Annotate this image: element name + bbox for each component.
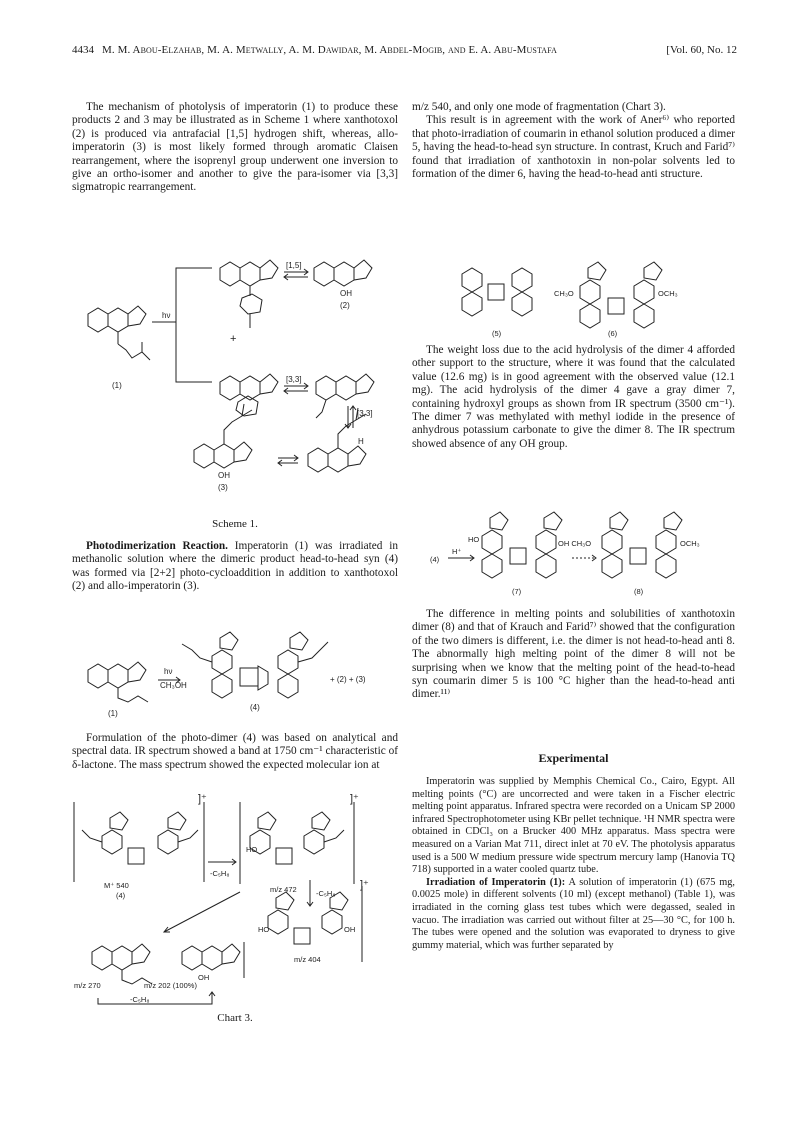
hydrolysis-paragraph: The weight loss due to the acid hydrolysis of the dimer 4 afforded other support to the structure, where it was found that the calculated value (12.6 mg) is in good agreement with the observed value (12.1 mg). The acid hydrolysis of the dimer 4 gave a gray dimer 7, containing hydroxyl groups as shown from IR spectrum (3500 cm⁻¹). The dimer 7 was methylated with methyl iodide in the presence of anhydrous potassium carbonate to give the dimer 8. The IR spectrum showed absence of any OH group.	[412, 344, 735, 450]
formulation-paragraph: Formulation of the photo-dimer (4) was based on analytical and spectral data. IR spectrum showed a band at 1750 cm⁻¹ characteristic of δ-lactone. The mass spectrum showed the expected molecular ion at	[72, 732, 398, 771]
irradiation-text: A solution of imperatorin (1) (675 mg, 0.0025 mole) in different solvents (10 ml) (except methanol) (Table 1), was irradiated in the corning glass test tubes which were degassed, sealed in vacuo. The irradiation was carried out without filter at 25—30 °C, for 100 h. The tubes were opened and the solution was evaporated to dryness to give gummy material, which was further separated by	[412, 876, 735, 951]
label-5: (5)	[492, 329, 502, 338]
label-4-hydrolysis: (4)	[430, 555, 440, 564]
h-label: H	[358, 437, 364, 446]
fragmentation-paragraph: m/z 540, and only one mode of fragmentation (Chart 3).	[412, 101, 666, 113]
oh-label-404: OH	[344, 925, 356, 934]
shift-15-label: [1,5]	[286, 261, 302, 270]
mz404-label: m/z 404	[294, 955, 321, 964]
running-header	[72, 44, 737, 60]
intermediate-lower	[220, 374, 278, 416]
oh-ch3o-label: OH CH₃O	[558, 539, 592, 548]
hv-label-2: hν	[164, 667, 173, 676]
label-7: (7)	[512, 587, 522, 596]
ho-label-404: HO	[258, 925, 270, 934]
radical-cation-2: ]⁺	[350, 793, 359, 805]
allo-imperatorin-structure	[194, 404, 252, 468]
page-number: 4434	[72, 44, 94, 56]
mz202-label: m/z 202 (100%)	[144, 981, 197, 990]
och3-label-8: OCH₃	[680, 539, 700, 548]
intermediate-upper	[220, 260, 278, 328]
scheme-caption: Scheme 1.	[212, 518, 258, 530]
label-1-b: (1)	[108, 709, 118, 718]
experimental-paragraph: Imperatorin was supplied by Memphis Chemical Co., Cairo, Egypt. All melting points (°C) are uncorrected and were taken in a Fischer electric melting point apparatus. Infrared spectra were recorded on a Unicam SP 2000 infrared Spectrophotometer using KBr pellet technique. ¹H NMR spectra were obtained in CDCl₃ on a Brucker 400 MHz apparatus. Mass spectra were measured on a Varian Mat 711, direct inlet at 70 eV. The photolysis apparatus used is a 500 W medium pressure wide spectrum mercury lamp (Hanovia TQ 718) supported in a water cooled quartz tube.	[412, 776, 735, 876]
scheme-1-figure	[72, 244, 398, 516]
radical-cation-1: ]⁺	[198, 793, 207, 805]
oh-label-3: OH	[218, 471, 230, 480]
right-para-4	[412, 608, 735, 702]
xanthotoxol-structure	[314, 260, 372, 286]
left-para-2	[72, 540, 398, 594]
label-8: (8)	[634, 587, 644, 596]
right-para-3	[412, 344, 735, 451]
photodimer-figure	[72, 622, 398, 722]
ch3oh-label: CH₃OH	[160, 681, 187, 690]
oh-label-202: OH	[198, 973, 210, 982]
melting-point-paragraph: The difference in melting points and solubilities of xanthotoxin dimer (8) and that of Krauch and Farid⁷⁾ showed that the configuration of the two dimers is different, i.e. the dimer is not head-to-head anti 8. The abnormally high melting point of the dimer 8 will not be surprising when we know that the melting point of the head-to-head syn coumarin dimer 5 is 100 °C higher than the head-to-head anti dimer.¹¹⁾	[412, 608, 735, 701]
irradiation-title: Irradiation of Imperatorin (1):	[426, 876, 566, 888]
h-plus-label: H⁺	[452, 547, 462, 556]
shift-33-label: [3,3]	[286, 375, 302, 384]
shift-33b-label: [3,3]	[357, 409, 373, 418]
loss-2: -C₅H₈	[316, 889, 336, 898]
left-para-3	[72, 732, 398, 772]
radical-cation-3: ]⁺	[360, 879, 369, 891]
mz472-label: m/z 472	[270, 885, 297, 894]
experimental-heading: Experimental	[538, 751, 609, 765]
ch3o-label-6: CH₃O	[554, 289, 574, 298]
loss-1: -C₅H₈	[210, 869, 230, 878]
mechanism-paragraph: The mechanism of photolysis of imperatorin (1) to produce these products 2 and 3 may be illustrated as in Scheme 1 where xanthotoxol (2) is produced via antrafacial [1,5] hydrogen shift, whereas, allo-imperatorin (3) is most likely formed through aromatic Claisen rearrangement, where the isoprenyl group underwent one inversion to give an ortho-isomer and another to give the para-isomer via [3,3] sigmatropic rearrangement.	[72, 101, 398, 194]
oh-label-2: OH	[340, 289, 352, 298]
plus-sign: +	[230, 333, 237, 345]
ho-label-472: HO	[246, 845, 258, 854]
left-para-1	[72, 101, 398, 195]
mol-ion-label: M⁺ 540	[104, 881, 129, 890]
label-4-chart: (4)	[116, 891, 126, 900]
label-compound-2: (2)	[340, 301, 350, 310]
label-compound-3: (3)	[218, 483, 228, 492]
ho-label-7: HO	[468, 535, 480, 544]
volume-info: [Vol. 60, No. 12	[666, 44, 737, 56]
hv-label-1: hν	[162, 311, 171, 320]
label-6: (6)	[608, 329, 618, 338]
label-compound-1: (1)	[112, 381, 122, 390]
label-4: (4)	[250, 703, 260, 712]
experimental-section	[412, 776, 735, 952]
right-para-1	[412, 101, 735, 181]
photodimerization-title: Photodimerization Reaction.	[86, 540, 228, 552]
imperatorin-structure	[88, 306, 150, 360]
author-line: M. M. Abou-Elzahab, M. A. Metwally, A. M. Dawidar, M. Abdel-Mogib, and E. A. Abu-Mustafa	[102, 44, 557, 56]
dimers-5-6-figure	[412, 256, 735, 340]
chart-3-figure	[72, 792, 398, 1010]
dimers-7-8-figure	[412, 506, 735, 598]
aner-paragraph: This result is in agreement with the work of Aner⁶⁾ who reported that photo-irradiation of coumarin in ethanol solution produced a dimer 5, having the head-to-head syn structure. In contrast, Kruch and Farid⁷⁾ found that irradiation of xanthotoxin in non-polar solvents led to formation of the dimer 6, having the head-to-head anti structure.	[412, 114, 735, 181]
loss-3: -C₅H₈	[130, 995, 150, 1004]
plus-23-label: + (2) + (3)	[330, 675, 366, 684]
mz270-label: m/z 270	[74, 981, 101, 990]
chart-caption: Chart 3.	[217, 1012, 253, 1024]
och3-label-6: OCH₃	[658, 289, 678, 298]
photodimerization-text: Imperatorin (1) was irradiated in methanolic solution where the dimeric product head-to-head syn (4) was formed via [2+2] photo-cycloaddition in addition to xanthotoxol (2) and allo-imperatorin (3).	[72, 540, 398, 593]
